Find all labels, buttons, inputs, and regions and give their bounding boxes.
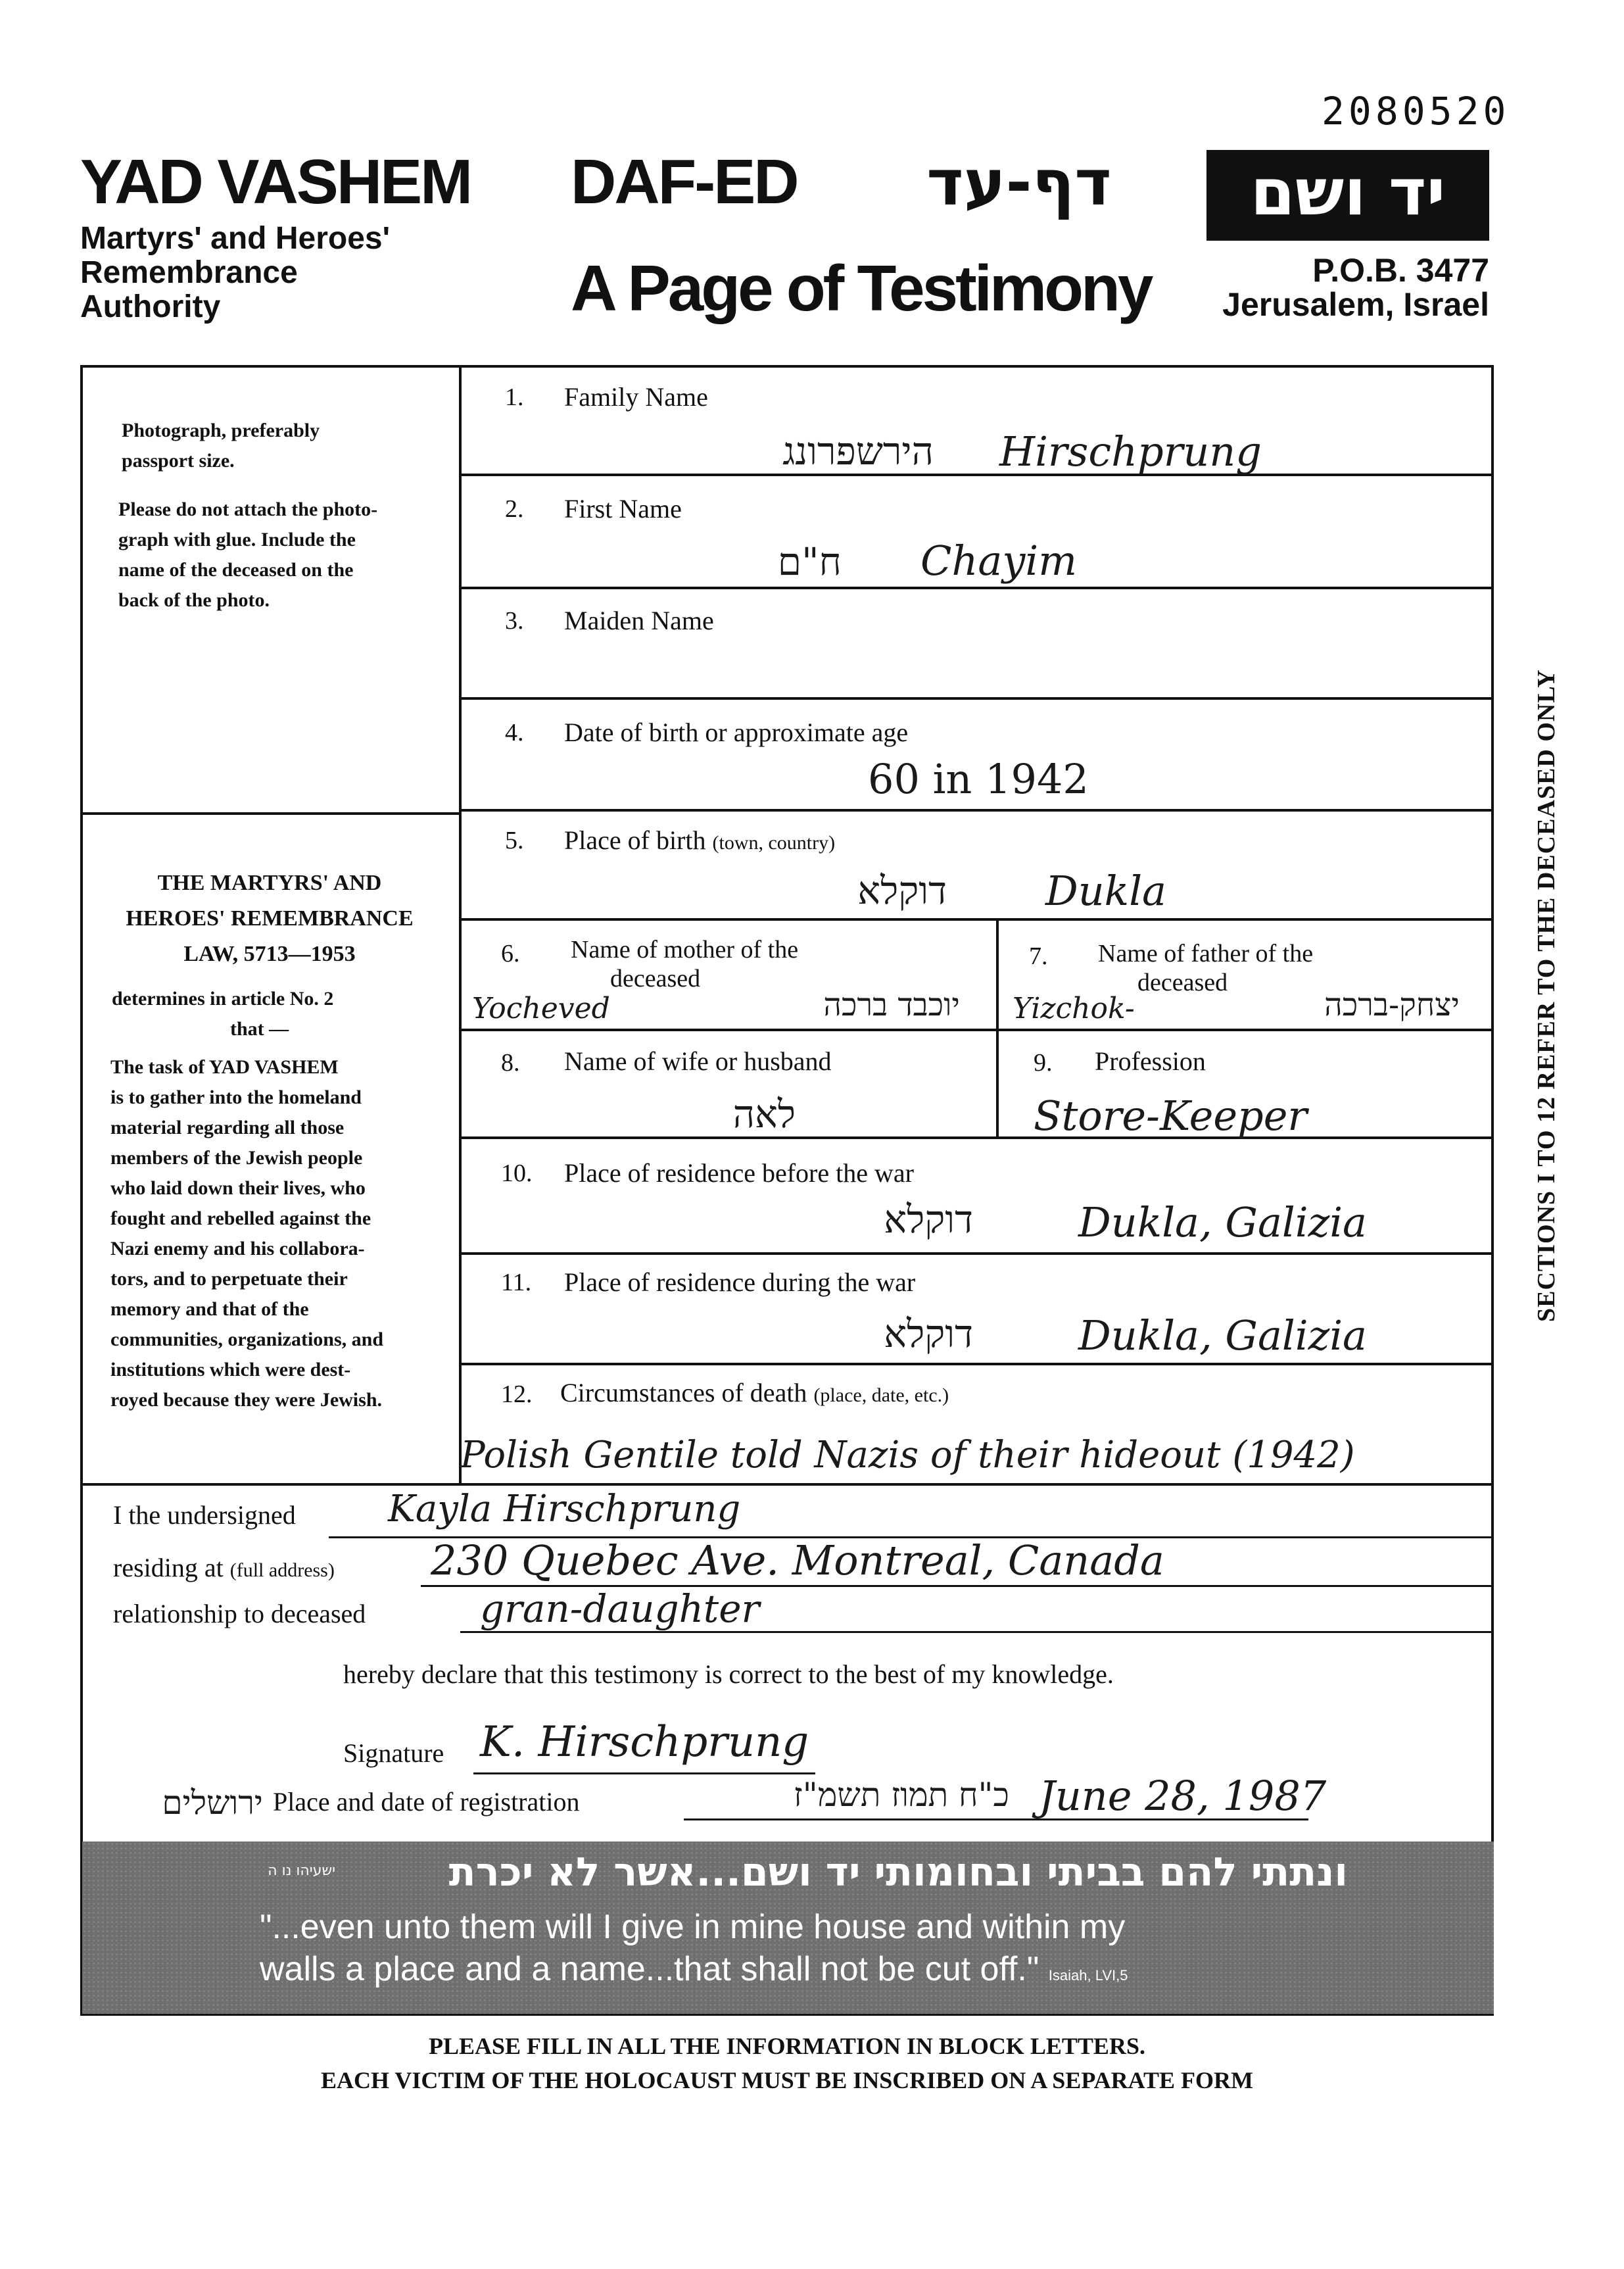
- law-line-7: who laid down their lives, who: [110, 1177, 366, 1199]
- field-3-label: Maiden Name: [564, 606, 714, 635]
- city: Jerusalem, Israel: [1222, 286, 1489, 323]
- org-subtitle-1: Martyrs' and Heroes': [80, 221, 390, 256]
- birth-date-value: 60 in 1942: [868, 755, 1089, 803]
- law-line-3: The task of YAD VASHEM: [110, 1056, 339, 1078]
- banner-hebrew-reference: ישעיהו נו ה: [268, 1863, 335, 1879]
- field-5-label-small: (town, country): [712, 832, 836, 854]
- row-line-6: [460, 1029, 1494, 1031]
- field-10-label: Place of residence before the war: [564, 1158, 914, 1188]
- law-line-1: determines in article No. 2: [112, 988, 334, 1010]
- field-10-number: 10.: [501, 1159, 533, 1187]
- father-name-value: Yizchok-: [1013, 992, 1135, 1025]
- field-8-number: 8.: [501, 1049, 520, 1077]
- residing-value: 230 Quebec Ave. Montreal, Canada: [431, 1536, 1164, 1584]
- form-subtitle: A Page of Testimony: [571, 252, 1151, 324]
- law-line-14: royed because they were Jewish.: [110, 1389, 382, 1411]
- field-1-label: Family Name: [564, 382, 708, 412]
- family-name-hebrew: הירשפרונג: [782, 429, 934, 474]
- banner-quote-line-2: [260, 1949, 1128, 1989]
- residing-label: [113, 1552, 335, 1583]
- first-name-hebrew: ח"ם: [777, 539, 842, 584]
- side-note: SECTIONS I TO 12 REFER TO THE DECEASED ONLY: [1533, 669, 1560, 1322]
- field-12-number: 12.: [501, 1380, 533, 1408]
- row-line-9: [460, 1363, 1494, 1365]
- field-5-number: 5.: [505, 827, 524, 854]
- field-4-number: 4.: [505, 719, 524, 746]
- banner-quote-line-2-text: walls a place and a name...that shall not be cut off.": [260, 1950, 1039, 1988]
- signature-value: K. Hirschprung: [480, 1718, 809, 1767]
- registration-place-hebrew: ירושלים: [162, 1784, 263, 1822]
- relationship-line: [460, 1631, 1494, 1633]
- field-7-label-2: deceased: [1137, 969, 1228, 996]
- field-1-number: 1.: [505, 383, 524, 411]
- org-title: YAD VASHEM: [80, 147, 471, 217]
- registration-date-hebrew: כ"ח תמוז תשמ"ז: [793, 1776, 1009, 1814]
- field-3-number: 3.: [505, 607, 524, 635]
- law-line-11: memory and that of the: [110, 1298, 309, 1320]
- relationship-label: relationship to deceased: [113, 1599, 366, 1628]
- row-line-2: [460, 587, 1494, 589]
- law-line-12: communities, organizations, and: [110, 1329, 384, 1350]
- left-box-divider: [80, 812, 460, 815]
- row-line-3: [460, 697, 1494, 700]
- field-2-number: 2.: [505, 495, 524, 523]
- row-line-5: [460, 918, 1494, 921]
- field-11-number: 11.: [501, 1269, 532, 1296]
- law-line-13: institutions which were dest-: [110, 1359, 351, 1380]
- law-line-2: that —: [230, 1018, 289, 1040]
- field-7-label: Name of father of the: [1098, 940, 1314, 967]
- field-12-label-small: (place, date, etc.): [813, 1384, 949, 1406]
- first-name-value: Chayim: [920, 537, 1077, 585]
- field-8-label: Name of wife or husband: [564, 1046, 832, 1076]
- law-line-4: is to gather into the homeland: [110, 1086, 362, 1108]
- footer-line-2: EACH VICTIM OF THE HOLOCAUST MUST BE INSCRIBED ON A SEPARATE FORM: [321, 2067, 1253, 2093]
- signature-label: Signature: [343, 1738, 444, 1768]
- father-name-hebrew: יצחק-ברכה: [1324, 987, 1460, 1023]
- banner-quote-line-1: "...even unto them will I give in mine house and within my: [260, 1908, 1126, 1946]
- field-9-label: Profession: [1095, 1046, 1206, 1076]
- org-subtitle-3: Authority: [80, 289, 221, 324]
- residing-label-small: (full address): [229, 1559, 335, 1581]
- field-5-label-main: Place of birth: [564, 825, 706, 855]
- death-circumstances-value: Polish Gentile told Nazis of their hideout (1942): [460, 1434, 1355, 1476]
- family-name-value: Hirschprung: [999, 427, 1262, 476]
- field-6-label-2: deceased: [610, 965, 701, 992]
- field-11-label: Place of residence during the war: [564, 1267, 916, 1297]
- photo-instruction-5: name of the deceased on the: [118, 559, 354, 581]
- law-title-3: LAW, 5713—1953: [183, 942, 356, 966]
- row-line-8: [460, 1252, 1494, 1255]
- photo-instruction-4: graph with glue. Include the: [118, 529, 356, 550]
- form-title: DAF-ED: [571, 147, 798, 217]
- banner-hebrew-quote: ונתתי להם בביתי ובחומותי יד ושם...אשר לא יכרת: [448, 1849, 1348, 1895]
- spouse-name-hebrew: לאה: [732, 1092, 796, 1136]
- field-7-number: 7.: [1029, 942, 1048, 970]
- left-column-divider: [459, 365, 462, 1483]
- birthplace-hebrew: דוקלא: [857, 868, 947, 913]
- residence-during-hebrew: דוקלא: [884, 1311, 973, 1356]
- law-line-5: material regarding all those: [110, 1117, 345, 1138]
- residence-before-value: Dukla, Galizia: [1078, 1198, 1368, 1246]
- split-divider: [996, 919, 999, 1138]
- logo-hebrew-text: יד ושם: [1250, 155, 1446, 230]
- registration-date-value: June 28, 1987: [1039, 1772, 1327, 1820]
- birthplace-value: Dukla: [1045, 867, 1167, 915]
- photo-instruction-1: Photograph, preferably: [122, 420, 320, 441]
- field-12-label: [560, 1377, 949, 1408]
- field-6-label: Name of mother of the: [571, 936, 799, 964]
- field-9-number: 9.: [1034, 1049, 1053, 1077]
- relationship-value: gran-daughter: [480, 1586, 760, 1631]
- photo-instruction-3: Please do not attach the photo-: [118, 499, 378, 520]
- org-subtitle-2: Remembrance: [80, 255, 298, 290]
- residing-label-main: residing at: [113, 1553, 224, 1582]
- law-title-1: THE MARTYRS' AND: [157, 871, 382, 895]
- photo-instruction-2: passport size.: [122, 450, 235, 472]
- po-box: P.O.B. 3477: [1312, 252, 1489, 289]
- law-line-10: tors, and to perpetuate their: [110, 1268, 348, 1290]
- law-line-8: fought and rebelled against the: [110, 1208, 371, 1229]
- law-line-9: Nazi enemy and his collabora-: [110, 1238, 365, 1259]
- residence-before-hebrew: דוקלא: [884, 1197, 973, 1242]
- form-title-hebrew: דף-עד: [926, 146, 1112, 220]
- place-date-label: Place and date of registration: [273, 1787, 580, 1817]
- document-number: 2080520: [1322, 89, 1510, 134]
- banner-reference: Isaiah, LVI,5: [1048, 1967, 1128, 1984]
- profession-value: Store-Keeper: [1034, 1092, 1308, 1140]
- declaration-text: hereby declare that this testimony is correct to the best of my knowledge.: [343, 1659, 1114, 1689]
- law-title-2: HEROES' REMEMBRANCE: [126, 906, 414, 931]
- row-line-7: [460, 1136, 1494, 1139]
- row-line-4: [460, 809, 1494, 812]
- undersigned-label: I the undersigned: [113, 1500, 296, 1530]
- footer-line-1: PLEASE FILL IN ALL THE INFORMATION IN BLOCK LETTERS.: [429, 2033, 1145, 2059]
- field-5-label: [564, 825, 835, 856]
- signature-line: [473, 1772, 815, 1774]
- photo-instruction-6: back of the photo.: [118, 589, 270, 611]
- mother-name-value: Yocheved: [472, 992, 610, 1025]
- undersigned-value: Kayla Hirschprung: [388, 1488, 741, 1530]
- law-line-6: members of the Jewish people: [110, 1147, 363, 1169]
- residence-during-value: Dukla, Galizia: [1078, 1311, 1368, 1359]
- row-line-1: [460, 474, 1494, 476]
- field-6-number: 6.: [501, 940, 520, 967]
- field-2-label: First Name: [564, 494, 682, 524]
- field-12-label-main: Circumstances of death: [560, 1378, 807, 1407]
- mother-name-hebrew: יוכבד ברכה: [823, 987, 960, 1023]
- declaration-divider: [80, 1483, 1494, 1486]
- field-4-label: Date of birth or approximate age: [564, 718, 909, 747]
